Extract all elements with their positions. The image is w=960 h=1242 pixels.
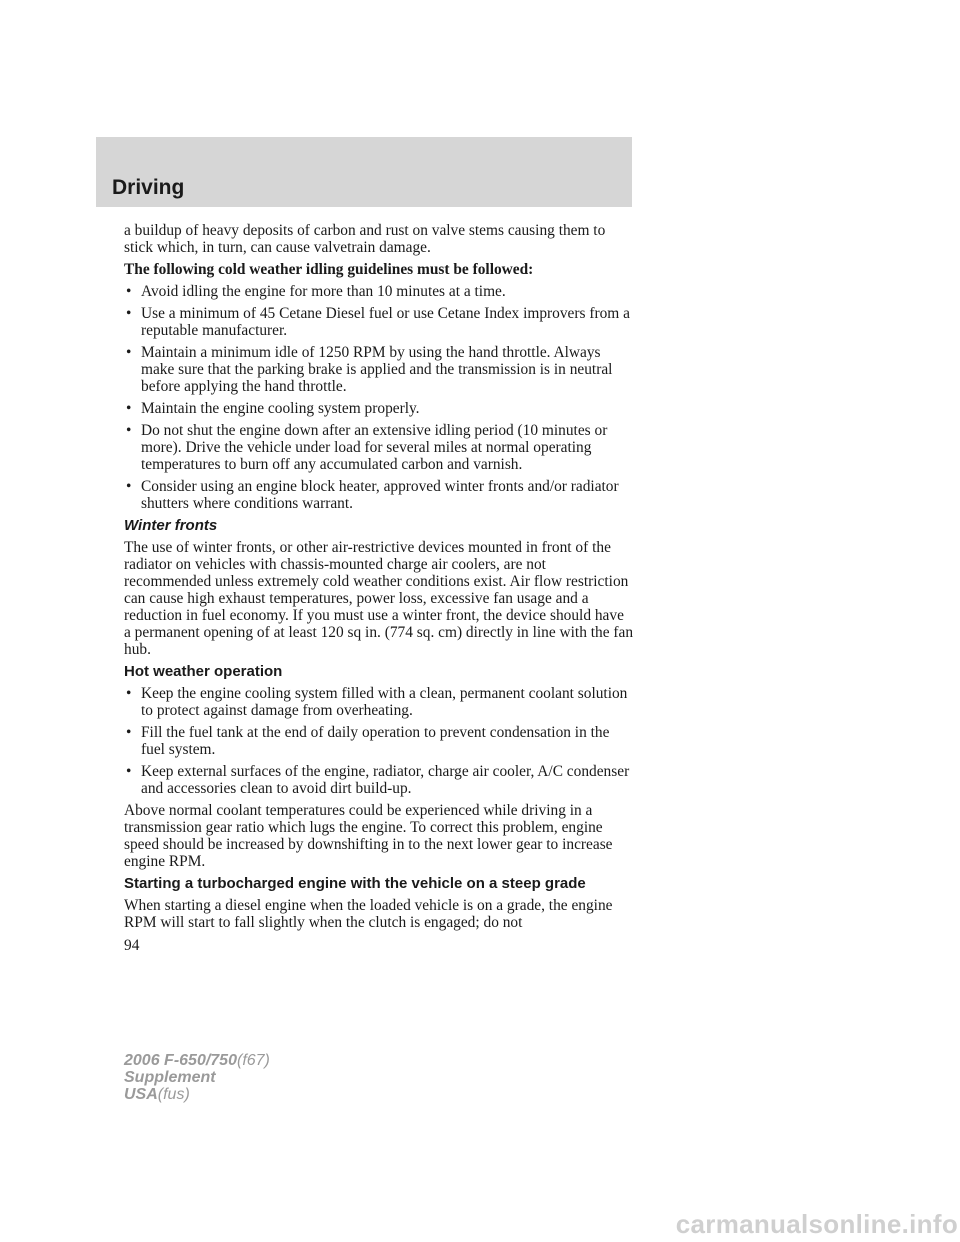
list-item-text: Maintain the engine cooling system properly. [141,400,420,417]
list-item-text: Maintain a minimum idle of 1250 RPM by using the hand throttle. Always make sure that the parking brake is applied and the transmission is in neutral before applying the hand throttle. [141,344,613,395]
bullet-icon: • [126,685,132,702]
guidelines-heading: The following cold weather idling guidelines must be followed: [124,261,534,278]
bullet-icon: • [126,724,132,741]
footer-market: USA [124,1086,158,1103]
page-content [124,222,634,936]
bullet-icon: • [126,763,132,780]
footer-market-line [124,1086,270,1103]
bullet-icon: • [126,478,132,495]
bullet-icon: • [126,283,132,300]
list-item [124,724,634,758]
list-item [124,763,634,797]
list-item-text: Fill the fuel tank at the end of daily operation to prevent condensation in the fuel system. [141,724,610,758]
list-item-text: Consider using an engine block heater, approved winter fronts and/or radiator shutters where conditions warrant. [141,478,619,512]
list-item-text: Avoid idling the engine for more than 10 minutes at a time. [141,283,506,300]
bullet-icon: • [126,305,132,322]
footer-supplement: Supplement [124,1069,216,1086]
footer-model-line [124,1052,270,1069]
page-number: 94 [124,937,140,954]
list-item-text: Keep external surfaces of the engine, radiator, charge air cooler, A/C condenser and accessories clean to avoid dirt build-up. [141,763,630,797]
turbo-paragraph: When starting a diesel engine when the loaded vehicle is on a grade, the engine RPM will start to fall slightly when the clutch is engaged; do not [124,897,613,931]
footer-model-code: (f67) [236,1052,270,1069]
list-item-text: Keep the engine cooling system filled with a clean, permanent coolant solution to protect against damage from overheating. [141,685,628,719]
list-item [124,400,634,417]
list-item [124,305,634,339]
bullet-icon: • [126,344,132,361]
document-footer [124,1052,270,1103]
watermark-link[interactable]: carmanualsonline.info [675,1209,958,1239]
footer-market-code: (fus) [157,1086,190,1103]
list-item-text: Use a minimum of 45 Cetane Diesel fuel or use Cetane Index improvers from a reputable manufacturer. [141,305,630,339]
list-item [124,283,634,300]
bullet-icon: • [126,422,132,439]
winter-fronts-paragraph: The use of winter fronts, or other air-restrictive devices mounted in front of the radiator on vehicles with chassis-mounted charge air coolers, are not recommended unless extremely cold weather conditions exist. Air flow restriction can cause high exhaust temperatures, power loss, excessive fan usage and a reduction in fuel economy. If you must use a winter front, the device should have a permanent opening of at least 120 sq in. (774 sq. cm) directly in line with the fan hub. [124,539,634,658]
list-item-text: Do not shut the engine down after an extensive idling period (10 minutes or more). Drive the vehicle under load for several miles at normal operating temperatures to burn off any accumulated carbon and varnish. [141,422,608,473]
list-item [124,685,634,719]
list-item [124,422,634,473]
hot-weather-list [124,685,634,797]
hot-weather-heading: Hot weather operation [124,663,283,680]
list-item [124,344,634,395]
list-item [124,478,634,512]
intro-paragraph: a buildup of heavy deposits of carbon and rust on valve stems causing them to stick which, in turn, can cause valvetrain damage. [124,222,606,256]
winter-fronts-heading: Winter fronts [124,517,218,534]
cold-weather-list [124,283,634,512]
section-title: Driving [112,176,185,199]
footer-model: 2006 F-650/750 [124,1052,237,1069]
turbo-heading: Starting a turbocharged engine with the vehicle on a steep grade [124,875,586,892]
coolant-paragraph: Above normal coolant temperatures could be experienced while driving in a transmission gear ratio which lugs the engine. To correct this problem, engine speed should be increased by downshifting in to the next lower gear to increase engine RPM. [124,802,613,870]
bullet-icon: • [126,400,132,417]
